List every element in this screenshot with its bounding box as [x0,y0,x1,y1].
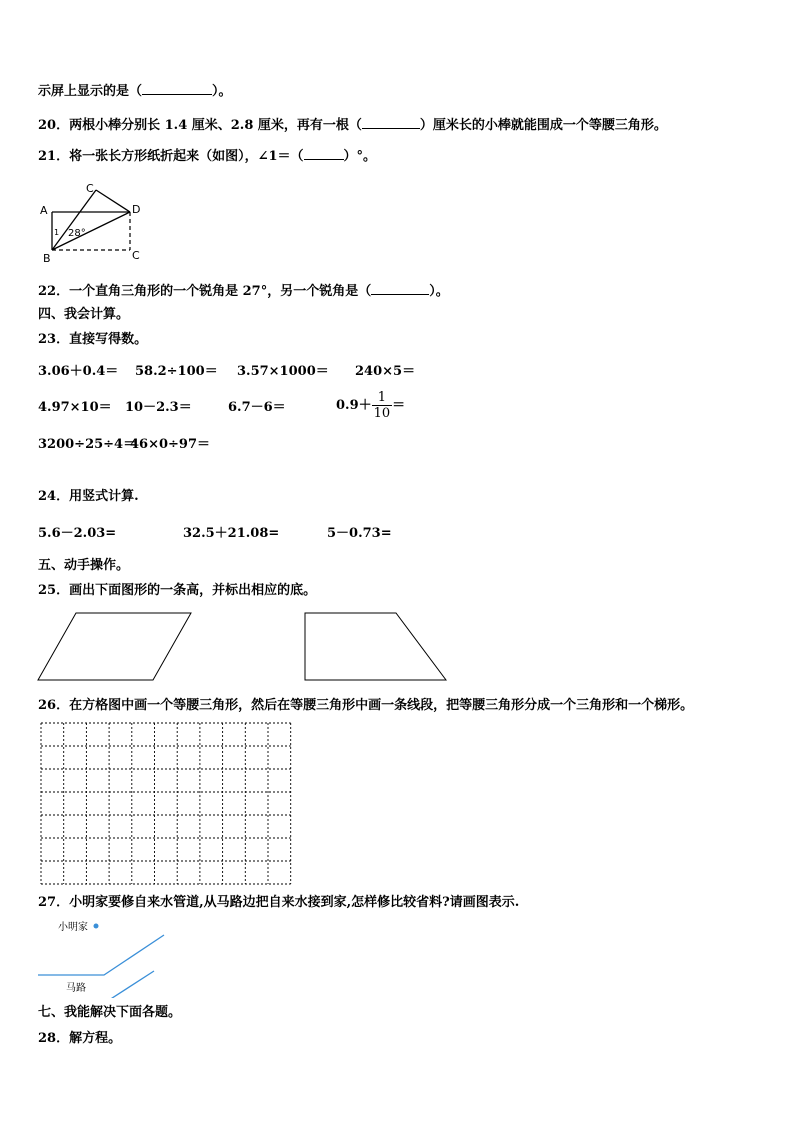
calc-23-4: 240×5＝ [355,364,416,379]
label-angle-28: 28° [68,228,86,239]
road-label: 马路 [66,983,86,994]
calc-23-5: 4.97×10＝ [38,400,112,415]
q22-text-pre: 22．一个直角三角形的一个锐角是 27°，另一个锐角是（ [38,284,372,299]
label-C-bottom: C [132,249,140,262]
question-20 [38,116,667,134]
fold-line-BD [52,212,130,250]
home-label: 小明家 [58,922,88,933]
q20-text-pre: 20．两根小棒分别长 1.4 厘米、2.8 厘米，再有一根（ [38,118,362,133]
section-5-heading: 五、动手操作。 [38,558,130,573]
section-4-heading: 四、我会计算。 [38,307,130,322]
parallelogram-figure [36,610,196,684]
folded-edge-CD [96,190,130,212]
road-figure [36,918,171,998]
question-24: 24．用竖式计算. [38,489,139,504]
square-grid[interactable] [40,722,292,887]
question-26: 26．在方格图中画一个等腰三角形，然后在等腰三角形中画一条线段，把等腰三角形分成一个三角形和一个梯形。 [38,698,694,713]
fraction-one-tenth [372,390,393,421]
section-7-heading: 七、我能解决下面各题。 [38,1005,182,1020]
trapezoid-figure [302,610,450,684]
calc-23-8 [336,390,405,421]
q19-tail [38,82,232,100]
home-dot [94,924,99,929]
trapezoid [305,613,446,680]
label-A: A [40,204,48,217]
q21-answer-blank[interactable] [304,147,344,160]
q19-answer-blank[interactable] [142,82,212,95]
q22-text-post: ）。 [429,284,449,299]
q21-text-post: ）°。 [343,149,377,164]
q22-answer-blank[interactable] [371,282,429,295]
question-25: 25．画出下面图形的一条高，并标出相应的底。 [38,583,317,598]
q19-text: 示屏上显示的是（ [38,84,143,99]
label-B: B [43,252,51,264]
calc-23-9: 3200÷25÷4＝ [38,437,137,452]
q20-text-post: ）厘米长的小棒就能围成一个等腰三角形。 [419,118,667,133]
calc-23-2: 58.2÷100＝ [135,364,218,379]
calc-24-1: 5.6－2.03= [38,526,117,541]
fraction-denominator: 10 [373,406,391,421]
question-27: 27．小明家要修自来水管道,从马路边把自来水接到家,怎样修比较省料?请画图表示. [38,895,520,910]
fold-figure [36,178,146,264]
calc-23-8-suffix: ＝ [392,398,406,413]
calc-24-3: 5－0.73= [327,526,392,541]
question-22 [38,282,449,300]
calc-23-8-prefix: 0.9＋ [336,398,372,413]
calc-23-10: 46×0÷97＝ [130,437,211,452]
calc-23-3: 3.57×1000＝ [237,364,329,379]
question-21 [38,147,376,165]
calc-24-2: 32.5＋21.08= [183,526,280,541]
label-C-top: C [86,182,94,195]
label-angle-1: 1 [54,228,60,237]
parallelogram [38,613,191,680]
road-upper-edge [38,935,164,975]
q19-close: ）。 [212,84,232,99]
q20-answer-blank[interactable] [362,116,420,129]
calc-23-1: 3.06＋0.4＝ [38,364,119,379]
label-D: D [132,203,141,216]
fraction-numerator: 1 [377,390,387,405]
calc-23-7: 6.7－6＝ [228,400,286,415]
question-28: 28．解方程。 [38,1031,122,1046]
calc-23-6: 10－2.3＝ [125,400,192,415]
question-23: 23．直接写得数。 [38,332,148,347]
q21-text-pre: 21．将一张长方形纸折起来（如图），∠1＝（ [38,149,304,164]
folded-edge-BC [52,190,96,250]
